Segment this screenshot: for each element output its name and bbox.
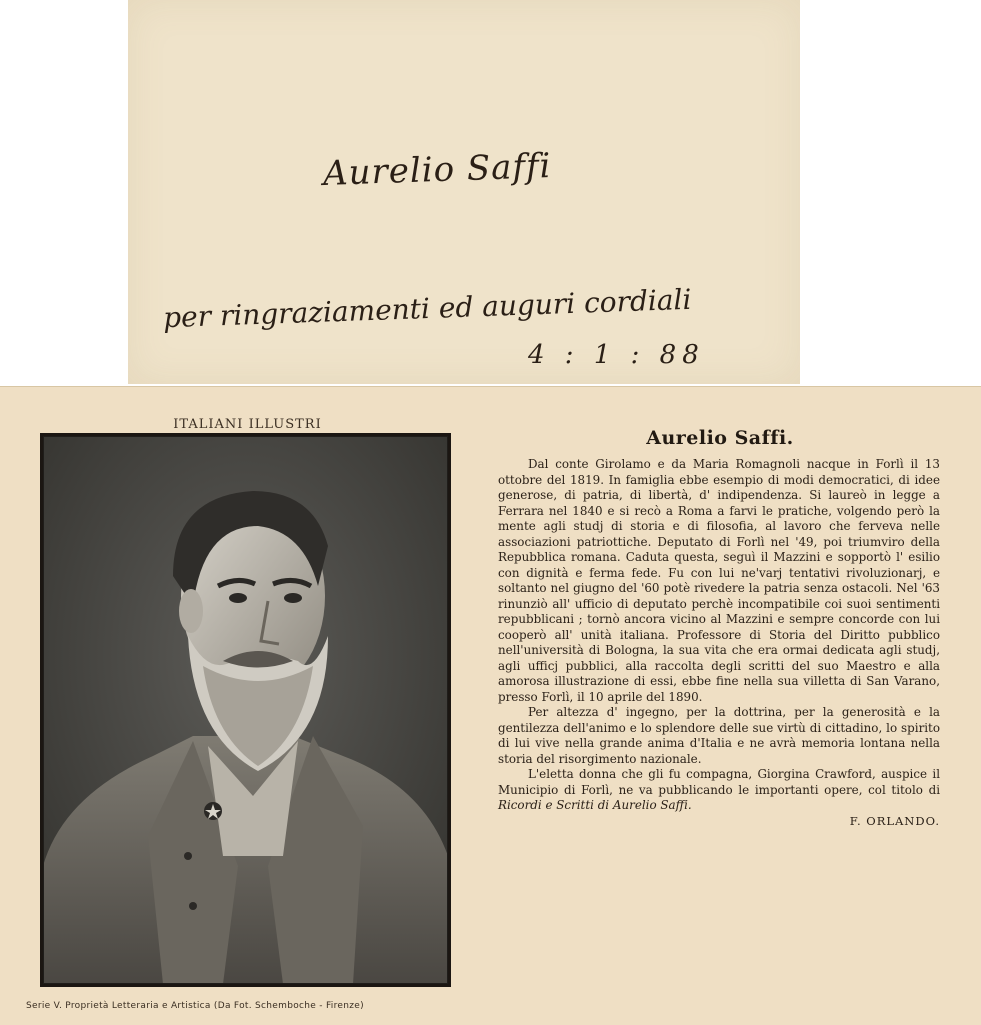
- photo-credit: Serie V. Proprietà Letteraria e Artistica (Da Fot. Schemboche - Firenze): [26, 1001, 364, 1011]
- book-title: Ricordi e Scritti di Aurelio Saffi.: [498, 798, 692, 812]
- handwritten-name: Aurelio Saffi: [322, 146, 553, 194]
- biography-paragraph-2: Per altezza d' ingegno, per la dottrina, per la generosità e la gentilezza dell'animo e lo splendore delle sue virtù di cittadino, lo spirito di lui vive nella grande anima d'Italia e ne avrà memoria lontana nella storia del risorgimento nazionale.: [498, 705, 940, 766]
- biography-paragraph-3: [498, 767, 940, 814]
- handwritten-date: 4 : 1 : 88: [528, 340, 705, 370]
- handwritten-message: per ringraziamenti ed auguri cordiali: [162, 282, 692, 335]
- portrait-photo: [40, 433, 451, 987]
- biography-paragraph-3-text: L'eletta donna che gli fu compagna, Giorgina Crawford, auspice il Municipio di Forlì, ne va pubblicando le importanti opere, col titolo di: [498, 767, 940, 797]
- portrait-illustration: [43, 436, 448, 984]
- printed-postcard: [0, 386, 981, 1025]
- biography-text: [498, 457, 940, 829]
- author-signature: F. ORLANDO.: [849, 813, 940, 828]
- handwritten-card: [128, 0, 800, 384]
- biography-paragraph-1: Dal conte Girolamo e da Maria Romagnoli nacque in Forlì il 13 ottobre del 1819. In famiglia ebbe esempio di modi democratici, di idee generose, di patria, di libertà, d' indipendenza. Si laureò in legge a Ferrara nel 1840 e si recò a Roma a farvi le pratiche, volgendo però la mente agli studj di storia e di filosofia, al lavoro che ferveva nelle associazioni patriottiche. Deputato di Forlì nel '49, poi triumviro della Repubblica romana. Caduta questa, seguì il Mazzini e sopportò l' esilio con dignità e ferma fede. Fu con lui ne'varj tentativi rivoluzionarj, e soltanto nel giugno del '60 potè rivedere la patria senza ostacoli. Nel '63 rinunziò all' ufficio di deputato perchè incompatibile coi suoi sentimenti repubblicani ; tornò ancora vicino al Mazzini e sempre concorde con lui cooperò all' unità italiana. Professore di Storia del Diritto pubblico nell'università di Bologna, la sua vita che era ormai dedicata agli studj, agli ufficj pubblici, alla raccolta degli scritti del suo Maestro e alla amorosa illustrazione di essi, ebbe fine nella sua villetta di San Varano, presso Forlì, il 10 aprile del 1890.: [498, 457, 940, 704]
- biography-title: Aurelio Saffi.: [646, 427, 794, 449]
- series-title: ITALIANI ILLUSTRI: [173, 417, 322, 432]
